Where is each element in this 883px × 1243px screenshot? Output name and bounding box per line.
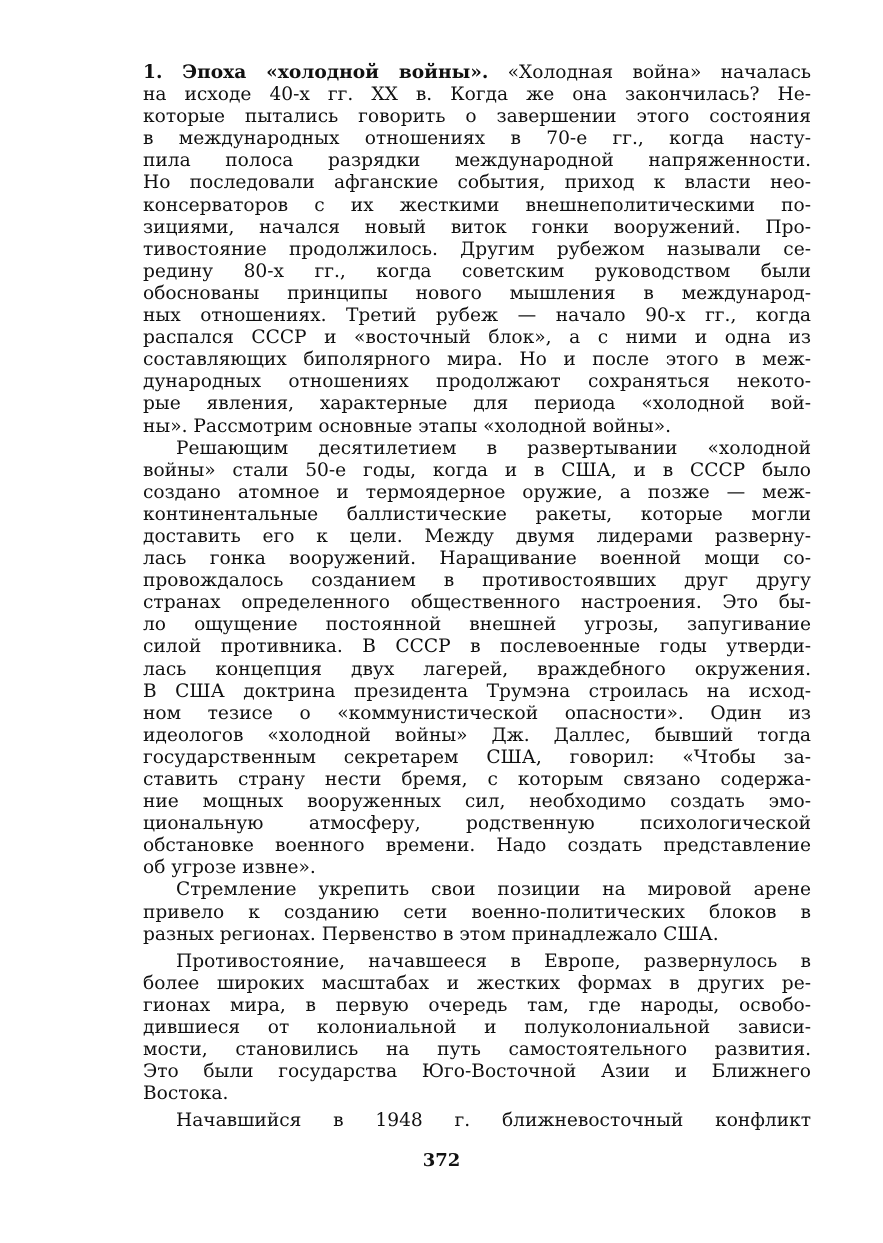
text-line: ны». Рассмотрим основные этапы «холодной войны». — [143, 415, 672, 437]
text-line: государственным секретарем США, говорил: «Чтобы за- — [143, 746, 811, 768]
text-line: доставить его к цели. Между двумя лидерами разверну- — [143, 525, 811, 547]
page-number: 372 — [422, 1150, 461, 1171]
text-line: гионах мира, в первую очередь там, где народы, освобо- — [143, 994, 811, 1016]
paragraph-5 — [143, 1110, 811, 1132]
text-line: Противостояние, начавшееся в Европе, развернулось в — [176, 950, 811, 972]
text-line: континентальные баллистические ракеты, которые могли — [143, 503, 811, 525]
text-line: Решающим десятилетием в развертывании «холодной — [176, 437, 811, 459]
text-line: разных регионах. Первенство в этом принадлежало США. — [143, 923, 719, 945]
text-line: циональную атмосферу, родственную психологической — [143, 813, 811, 835]
text-line: ние мощных вооруженных сил, необходимо создать эмо- — [143, 791, 811, 813]
text-line: составляющих биполярного мира. Но и после этого в меж- — [143, 349, 811, 371]
text-line: силой противника. В СССР в послевоенные годы утверди- — [143, 636, 811, 658]
text-line: тивостояние продолжилось. Другим рубежом называли се- — [143, 238, 811, 260]
text-line: привело к созданию сети военно-политических блоков в — [143, 901, 811, 923]
text-line: провождалось созданием в противостоявших друг другу — [143, 570, 811, 592]
text-line: об угрозе извне». — [143, 857, 316, 879]
text-line: более широких масштабах и жестких формах в других ре- — [143, 972, 811, 994]
text-line: идеологов «холодной войны» Дж. Даллес, бывший тогда — [143, 724, 811, 746]
page-text — [143, 62, 811, 1133]
text-line: рые явления, характерные для периода «холодной вой- — [143, 393, 811, 415]
paragraph-4 — [143, 951, 811, 1106]
paragraph-3 — [143, 879, 811, 945]
text-line: Востока. — [143, 1083, 229, 1105]
text-line: ло ощущение постоянной внешней угрозы, запугивание — [143, 614, 811, 636]
text-line: которые пытались говорить о завершении этого состояния — [143, 106, 811, 128]
text-line: Начавшийся в 1948 г. ближневосточный конфликт — [176, 1110, 811, 1132]
text-line: распался СССР и «восточный блок», а с ними и одна из — [143, 327, 811, 349]
text-line: лась гонка вооружений. Наращивание военной мощи со- — [143, 548, 811, 570]
text-line: ном тезисе о «коммунистической опасности». Один из — [143, 702, 811, 724]
text-line: странах определенного общественного настроения. Это бы- — [143, 592, 811, 614]
text-line: Но последовали афганские события, приход к власти нео- — [143, 172, 811, 194]
text-line: консерваторов с их жесткими внешнеполитическими по- — [143, 194, 811, 216]
text-line: дународных отношениях продолжают сохраняться некото- — [143, 371, 811, 393]
text-line: на исходе 40-х гг. XX в. Когда же она закончилась? Не- — [143, 84, 811, 106]
text-line: редину 80-х гг., когда советским руководством были — [143, 260, 811, 282]
text-line: ных отношениях. Третий рубеж — начало 90-х гг., когда — [143, 305, 811, 327]
text-line: войны» стали 50-е годы, когда и в США, и в СССР было — [143, 459, 811, 481]
text-line: создано атомное и термоядерное оружие, а позже — меж- — [143, 481, 811, 503]
text-line: пила полоса разрядки международной напряженности. — [143, 150, 811, 172]
text-line: дившиеся от колониальной и полуколониальной зависи- — [143, 1017, 811, 1039]
text-line: В США доктрина президента Трумэна строилась на исход- — [143, 680, 811, 702]
text-line: обоснованы принципы нового мышления в международ- — [143, 282, 811, 304]
text-line: мости, становились на путь самостоятельного развития. — [143, 1039, 811, 1061]
paragraph-2 — [143, 438, 811, 880]
text-line: в международных отношениях в 70-е гг., когда насту- — [143, 128, 811, 150]
text-line: ставить страну нести бремя, с которым связано содержа- — [143, 769, 811, 790]
text-line: лась концепция двух лагерей, враждебного окружения. — [143, 658, 811, 680]
paragraph-1 — [143, 62, 811, 438]
text-line: Стремление укрепить свои позиции на мировой арене — [176, 879, 811, 901]
text-line: 1. Эпоха «холодной войны». «Холодная война» началась — [143, 62, 811, 83]
section-heading: 1. Эпоха «холодной войны». — [143, 62, 489, 83]
text-line: зициями, начался новый виток гонки вооружений. Про- — [143, 216, 811, 238]
text-line: Это были государства Юго-Восточной Азии и Ближнего — [143, 1061, 811, 1083]
text-line: обстановке военного времени. Надо создать представление — [143, 835, 811, 857]
